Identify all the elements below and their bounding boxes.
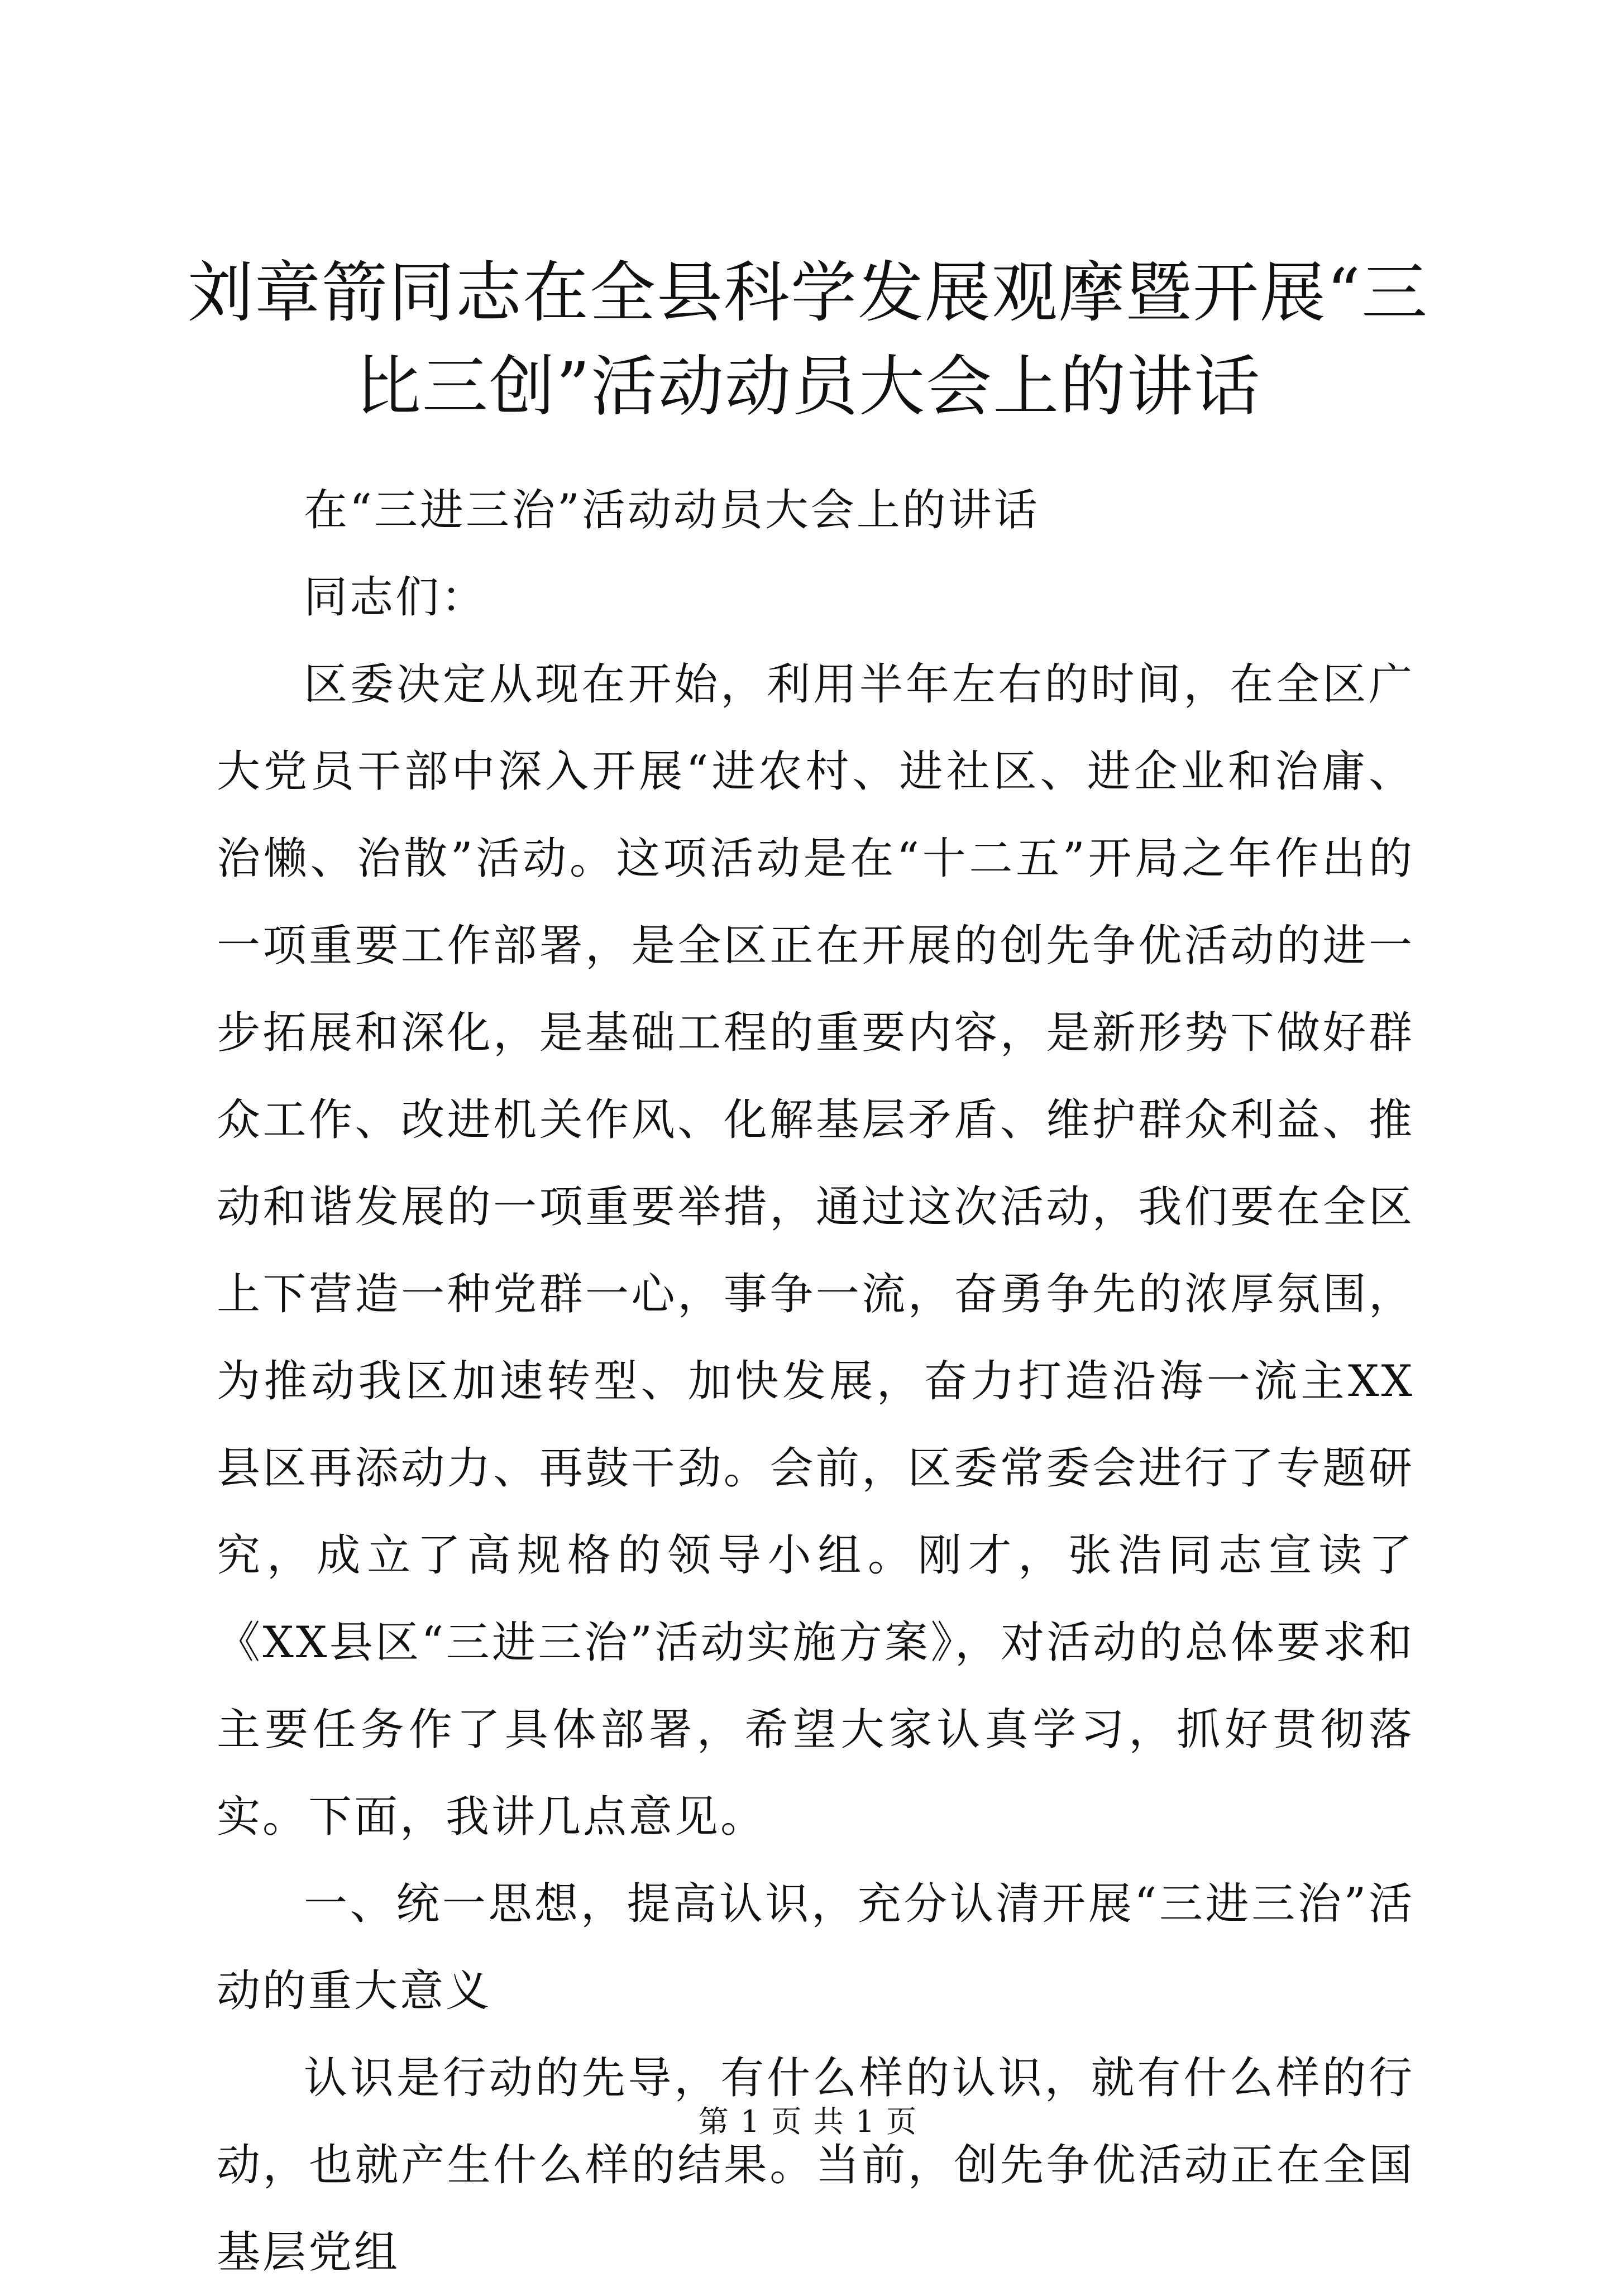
- page-footer: 第 1 页 共 1 页: [698, 2104, 918, 2139]
- body-paragraph: 认识是行动的先导，有什么样的认识，就有什么样的行动，也就产生什么样的结果。当前，创先争优活动正在全国基层党组: [217, 2053, 1414, 2278]
- section-heading-paragraph: 一、统一思想，提高认识，充分认清开展“三进三治”活动的重大意义: [217, 1879, 1414, 2016]
- subtitle-paragraph: 在“三进三治”活动动员大会上的讲话: [304, 485, 1040, 535]
- salutation-paragraph: 同志们：: [304, 572, 487, 623]
- document-title: 刘章箭同志在全县科学发展观摩暨开展“三比三创”活动动员大会上的讲话: [187, 254, 1429, 425]
- document-body: [217, 467, 1414, 2296]
- body-paragraph: 区委决定从现在开始，利用半年左右的时间，在全区广大党员干部中深入开展“进农村、进社区、进企业和治庸、治懒、治散”活动。这项活动是在“十二五”开局之年作出的一项重要工作部署，是全区正在开展的创先争优活动的进一步拓展和深化，是基础工程的重要内容，是新形势下做好群众工作、改进机关作风、化解基层矛盾、维护群众利益、推动和谐发展的一项重要举措，通过这次活动，我们要在全区上下营造一种党群一心，事争一流，奋勇争先的浓厚氛围，为推动我区加速转型、加快发展，奋力打造沿海一流主XX县区再添动力、再鼓干劲。会前，区委常委会进行了专题研究，成立了高规格的领导小组。刚才，张浩同志宣读了《XX县区“三进三治”活动实施方案》，对活动的总体要求和主要任务作了具体部署，希望大家认真学习，抓好贯彻落实。下面，我讲几点意见。: [217, 659, 1414, 1842]
